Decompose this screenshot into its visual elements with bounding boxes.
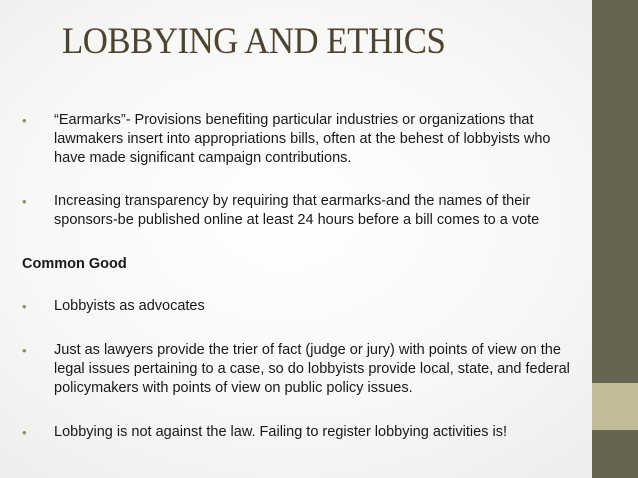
bullet-text — [54, 111, 594, 168]
bullet-dot: • — [22, 299, 27, 314]
bullet-line: have made significant campaign contributions. — [54, 150, 352, 166]
bullet-text — [54, 297, 594, 316]
bullet-line: lawmakers insert into appropriations bills, often at the behest of lobbyists who — [54, 131, 551, 147]
bullet-line: Lobbying is not against the law. Failing to register lobbying activities is! — [54, 424, 507, 440]
bullet-line: policymakers with points of view on public policy issues. — [54, 380, 413, 396]
bullet-line: legal issues pertaining to a case, so do lobbyists provide local, state, and federal — [54, 361, 570, 377]
bullet-text — [54, 341, 594, 398]
slide-title: LOBBYING AND ETHICS — [62, 21, 446, 62]
bullet-dot: • — [22, 425, 27, 440]
bullet-text — [54, 423, 594, 442]
bullet-dot: • — [22, 113, 27, 128]
bullet-line: “Earmarks”- Provisions benefiting particular industries or organizations that — [54, 112, 534, 128]
bullet-dot: • — [22, 343, 27, 358]
bullet-line: Increasing transparency by requiring that earmarks-and the names of their — [54, 193, 531, 209]
bullet-line: Just as lawyers provide the trier of fact (judge or jury) with points of view on the — [54, 342, 561, 358]
bullet-line: sponsors-be published online at least 24 hours before a bill comes to a vote — [54, 212, 540, 228]
decorative-sidebar-accent — [592, 383, 638, 430]
bullet-dot: • — [22, 194, 27, 209]
bullet-text — [54, 192, 594, 230]
subheading-common-good: Common Good — [22, 256, 127, 272]
bullet-line: Lobbyists as advocates — [54, 298, 205, 314]
